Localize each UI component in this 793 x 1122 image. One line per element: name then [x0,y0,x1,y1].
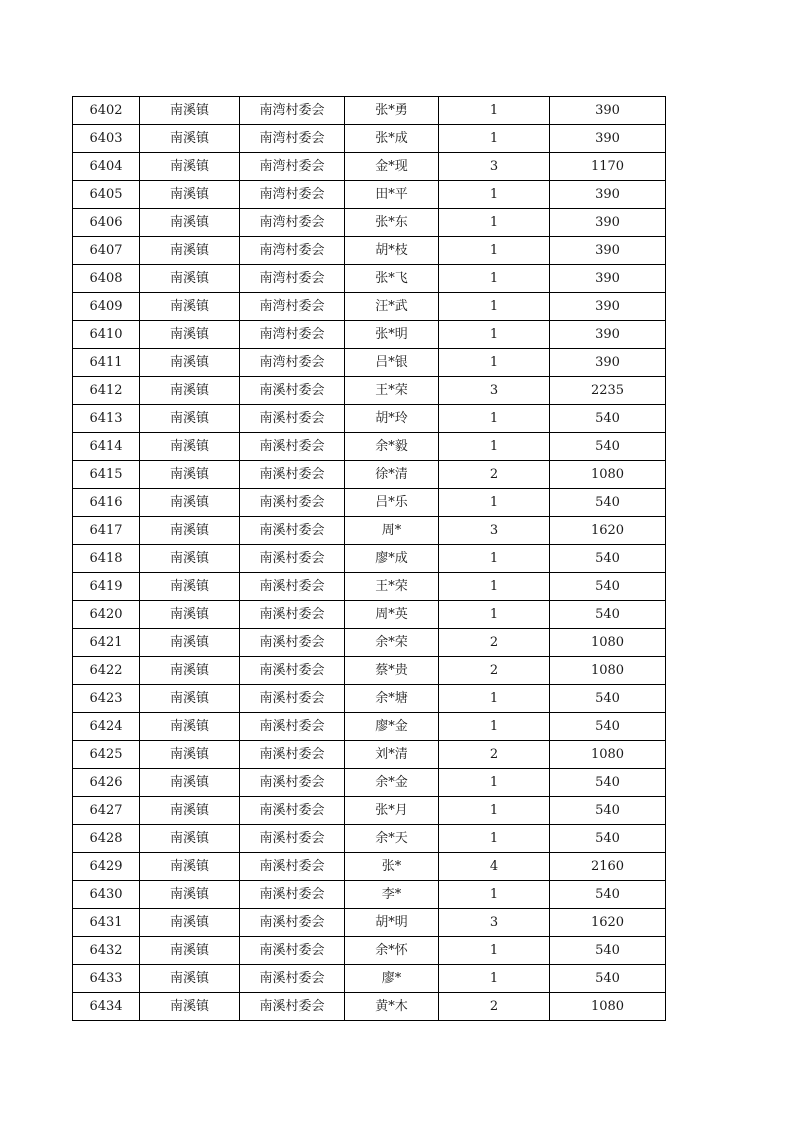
count-cell: 1 [439,293,550,321]
village-cell: 南溪村委会 [240,713,345,741]
count-cell: 1 [439,965,550,993]
record-id-cell: 6415 [73,461,140,489]
village-cell: 南湾村委会 [240,321,345,349]
village-cell: 南溪村委会 [240,545,345,573]
amount-cell: 390 [550,321,666,349]
name-cell: 金*现 [345,153,439,181]
village-cell: 南溪村委会 [240,825,345,853]
record-id-cell: 6428 [73,825,140,853]
count-cell: 1 [439,433,550,461]
town-cell: 南溪镇 [140,517,240,545]
records-table [72,96,666,1021]
count-cell: 1 [439,181,550,209]
record-id-cell: 6417 [73,517,140,545]
name-cell: 余*毅 [345,433,439,461]
amount-cell: 540 [550,405,666,433]
town-cell: 南溪镇 [140,265,240,293]
count-cell: 4 [439,853,550,881]
town-cell: 南溪镇 [140,349,240,377]
town-cell: 南溪镇 [140,657,240,685]
town-cell: 南溪镇 [140,685,240,713]
record-id-cell: 6427 [73,797,140,825]
amount-cell: 540 [550,545,666,573]
table-row [73,349,666,377]
record-id-cell: 6419 [73,573,140,601]
record-id-cell: 6433 [73,965,140,993]
count-cell: 1 [439,545,550,573]
record-id-cell: 6408 [73,265,140,293]
village-cell: 南溪村委会 [240,881,345,909]
record-id-cell: 6413 [73,405,140,433]
town-cell: 南溪镇 [140,741,240,769]
amount-cell: 540 [550,881,666,909]
village-cell: 南湾村委会 [240,349,345,377]
name-cell: 张*月 [345,797,439,825]
record-id-cell: 6424 [73,713,140,741]
village-cell: 南溪村委会 [240,601,345,629]
record-id-cell: 6431 [73,909,140,937]
table-row [73,965,666,993]
village-cell: 南溪村委会 [240,937,345,965]
town-cell: 南溪镇 [140,321,240,349]
town-cell: 南溪镇 [140,377,240,405]
town-cell: 南溪镇 [140,937,240,965]
amount-cell: 390 [550,293,666,321]
table-row [73,629,666,657]
amount-cell: 1080 [550,657,666,685]
table-row [73,937,666,965]
town-cell: 南溪镇 [140,209,240,237]
name-cell: 吕*乐 [345,489,439,517]
record-id-cell: 6411 [73,349,140,377]
village-cell: 南溪村委会 [240,377,345,405]
name-cell: 蔡*贵 [345,657,439,685]
village-cell: 南溪村委会 [240,657,345,685]
amount-cell: 2235 [550,377,666,405]
village-cell: 南湾村委会 [240,265,345,293]
town-cell: 南溪镇 [140,797,240,825]
count-cell: 3 [439,517,550,545]
name-cell: 胡*明 [345,909,439,937]
name-cell: 徐*清 [345,461,439,489]
town-cell: 南溪镇 [140,545,240,573]
table-row [73,461,666,489]
amount-cell: 540 [550,573,666,601]
record-id-cell: 6432 [73,937,140,965]
town-cell: 南溪镇 [140,97,240,125]
town-cell: 南溪镇 [140,125,240,153]
amount-cell: 390 [550,237,666,265]
table-row [73,685,666,713]
table-row [73,881,666,909]
record-id-cell: 6416 [73,489,140,517]
count-cell: 1 [439,405,550,433]
count-cell: 1 [439,97,550,125]
record-id-cell: 6421 [73,629,140,657]
table-row [73,741,666,769]
count-cell: 1 [439,489,550,517]
record-id-cell: 6430 [73,881,140,909]
name-cell: 张* [345,853,439,881]
count-cell: 1 [439,237,550,265]
name-cell: 廖*成 [345,545,439,573]
name-cell: 余*塘 [345,685,439,713]
name-cell: 张*成 [345,125,439,153]
town-cell: 南溪镇 [140,433,240,461]
amount-cell: 390 [550,125,666,153]
table-row [73,769,666,797]
table-row [73,517,666,545]
name-cell: 汪*武 [345,293,439,321]
amount-cell: 1620 [550,517,666,545]
count-cell: 2 [439,629,550,657]
count-cell: 1 [439,685,550,713]
name-cell: 胡*玲 [345,405,439,433]
table-row [73,433,666,461]
amount-cell: 540 [550,965,666,993]
name-cell: 黄*木 [345,993,439,1021]
name-cell: 余*怀 [345,937,439,965]
table-row [73,293,666,321]
town-cell: 南溪镇 [140,573,240,601]
table-row [73,713,666,741]
village-cell: 南湾村委会 [240,153,345,181]
amount-cell: 1080 [550,629,666,657]
name-cell: 田*平 [345,181,439,209]
name-cell: 王*荣 [345,377,439,405]
amount-cell: 390 [550,209,666,237]
count-cell: 1 [439,125,550,153]
amount-cell: 1620 [550,909,666,937]
name-cell: 吕*银 [345,349,439,377]
town-cell: 南溪镇 [140,965,240,993]
count-cell: 2 [439,741,550,769]
count-cell: 2 [439,461,550,489]
name-cell: 张*东 [345,209,439,237]
amount-cell: 2160 [550,853,666,881]
record-id-cell: 6425 [73,741,140,769]
village-cell: 南溪村委会 [240,909,345,937]
table-row [73,237,666,265]
village-cell: 南溪村委会 [240,629,345,657]
table-row [73,573,666,601]
name-cell: 周*英 [345,601,439,629]
table-row [73,657,666,685]
record-id-cell: 6420 [73,601,140,629]
name-cell: 廖* [345,965,439,993]
name-cell: 廖*金 [345,713,439,741]
town-cell: 南溪镇 [140,181,240,209]
count-cell: 3 [439,377,550,405]
table-row [73,181,666,209]
table-row [73,209,666,237]
village-cell: 南溪村委会 [240,489,345,517]
count-cell: 2 [439,993,550,1021]
table-row [73,601,666,629]
count-cell: 1 [439,769,550,797]
village-cell: 南湾村委会 [240,293,345,321]
town-cell: 南溪镇 [140,881,240,909]
amount-cell: 540 [550,937,666,965]
amount-cell: 540 [550,769,666,797]
amount-cell: 390 [550,97,666,125]
records-table-body [73,97,666,1021]
town-cell: 南溪镇 [140,405,240,433]
record-id-cell: 6406 [73,209,140,237]
name-cell: 王*荣 [345,573,439,601]
town-cell: 南溪镇 [140,601,240,629]
name-cell: 余*金 [345,769,439,797]
record-id-cell: 6409 [73,293,140,321]
village-cell: 南溪村委会 [240,741,345,769]
village-cell: 南溪村委会 [240,797,345,825]
count-cell: 1 [439,321,550,349]
record-id-cell: 6418 [73,545,140,573]
name-cell: 周* [345,517,439,545]
record-id-cell: 6423 [73,685,140,713]
village-cell: 南湾村委会 [240,181,345,209]
village-cell: 南湾村委会 [240,237,345,265]
count-cell: 1 [439,349,550,377]
record-id-cell: 6403 [73,125,140,153]
table-row [73,265,666,293]
count-cell: 1 [439,573,550,601]
village-cell: 南溪村委会 [240,769,345,797]
town-cell: 南溪镇 [140,713,240,741]
amount-cell: 540 [550,713,666,741]
name-cell: 余*荣 [345,629,439,657]
village-cell: 南溪村委会 [240,573,345,601]
village-cell: 南湾村委会 [240,125,345,153]
table-row [73,97,666,125]
record-id-cell: 6410 [73,321,140,349]
record-id-cell: 6422 [73,657,140,685]
village-cell: 南溪村委会 [240,517,345,545]
village-cell: 南溪村委会 [240,993,345,1021]
amount-cell: 1080 [550,461,666,489]
amount-cell: 540 [550,797,666,825]
amount-cell: 540 [550,685,666,713]
town-cell: 南溪镇 [140,769,240,797]
count-cell: 1 [439,937,550,965]
town-cell: 南溪镇 [140,489,240,517]
table-row [73,797,666,825]
village-cell: 南湾村委会 [240,209,345,237]
table-row [73,489,666,517]
amount-cell: 540 [550,489,666,517]
record-id-cell: 6405 [73,181,140,209]
count-cell: 1 [439,881,550,909]
amount-cell: 390 [550,181,666,209]
record-id-cell: 6407 [73,237,140,265]
village-cell: 南溪村委会 [240,433,345,461]
amount-cell: 1080 [550,741,666,769]
record-id-cell: 6404 [73,153,140,181]
count-cell: 3 [439,909,550,937]
count-cell: 1 [439,265,550,293]
table-row [73,321,666,349]
record-id-cell: 6434 [73,993,140,1021]
town-cell: 南溪镇 [140,237,240,265]
table-row [73,825,666,853]
name-cell: 胡*枝 [345,237,439,265]
amount-cell: 540 [550,433,666,461]
name-cell: 张*勇 [345,97,439,125]
count-cell: 1 [439,797,550,825]
village-cell: 南溪村委会 [240,853,345,881]
village-cell: 南溪村委会 [240,685,345,713]
name-cell: 余*天 [345,825,439,853]
table-row [73,377,666,405]
table-row [73,993,666,1021]
town-cell: 南溪镇 [140,461,240,489]
town-cell: 南溪镇 [140,153,240,181]
town-cell: 南溪镇 [140,293,240,321]
count-cell: 1 [439,601,550,629]
count-cell: 3 [439,153,550,181]
village-cell: 南溪村委会 [240,405,345,433]
name-cell: 张*飞 [345,265,439,293]
record-id-cell: 6429 [73,853,140,881]
count-cell: 1 [439,825,550,853]
town-cell: 南溪镇 [140,993,240,1021]
record-id-cell: 6412 [73,377,140,405]
count-cell: 2 [439,657,550,685]
name-cell: 李* [345,881,439,909]
amount-cell: 540 [550,601,666,629]
table-row [73,909,666,937]
amount-cell: 390 [550,265,666,293]
name-cell: 刘*清 [345,741,439,769]
amount-cell: 540 [550,825,666,853]
table-row [73,853,666,881]
record-id-cell: 6414 [73,433,140,461]
table-row [73,405,666,433]
town-cell: 南溪镇 [140,853,240,881]
town-cell: 南溪镇 [140,909,240,937]
town-cell: 南溪镇 [140,629,240,657]
amount-cell: 1170 [550,153,666,181]
village-cell: 南溪村委会 [240,965,345,993]
record-id-cell: 6402 [73,97,140,125]
village-cell: 南湾村委会 [240,97,345,125]
record-id-cell: 6426 [73,769,140,797]
table-row [73,153,666,181]
table-row [73,545,666,573]
amount-cell: 1080 [550,993,666,1021]
village-cell: 南溪村委会 [240,461,345,489]
table-row [73,125,666,153]
count-cell: 1 [439,209,550,237]
count-cell: 1 [439,713,550,741]
name-cell: 张*明 [345,321,439,349]
amount-cell: 390 [550,349,666,377]
town-cell: 南溪镇 [140,825,240,853]
